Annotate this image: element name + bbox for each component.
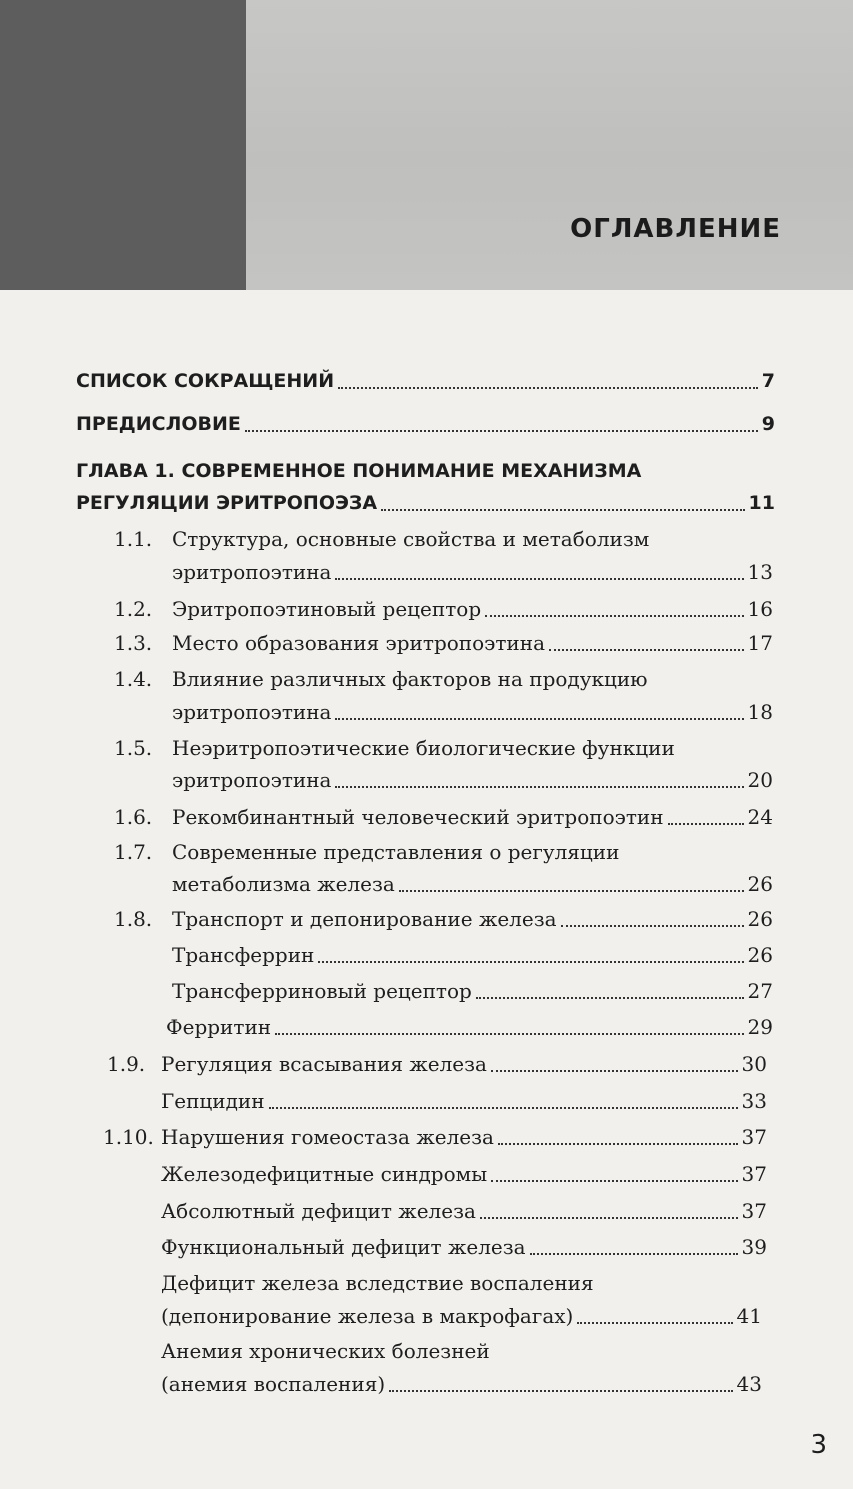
toc-entry-page: 29: [747, 1015, 773, 1039]
toc-entry-page: 13: [747, 560, 773, 584]
toc-section-1-5-line1[interactable]: Неэритропоэтические биологические функции: [172, 736, 675, 760]
leader-dots: [530, 1252, 738, 1255]
toc-entry-page: 11: [748, 492, 775, 514]
toc-entry-title: Транспорт и депонирование железа: [172, 907, 557, 931]
toc-entry-title: РЕГУЛЯЦИИ ЭРИТРОПОЭЗА: [76, 492, 378, 514]
toc-entry-page: 26: [747, 943, 773, 967]
leader-dots: [480, 1216, 738, 1219]
toc-entry-1-9[interactable]: [161, 1051, 767, 1077]
toc-entry-title: эритропоэтина: [172, 768, 332, 792]
toc-entry-page: 27: [747, 979, 773, 1003]
toc-entry-title: Функциональный дефицит железа: [161, 1235, 526, 1259]
toc-entry-title: ПРЕДИСЛОВИЕ: [76, 413, 241, 435]
toc-entry-transferrin-receptor[interactable]: [172, 978, 773, 1004]
toc-entry-page: 30: [741, 1052, 767, 1076]
toc-entry-chronic-anemia[interactable]: [161, 1371, 762, 1397]
toc-entry-page: 18: [747, 700, 773, 724]
toc-entry-page: 26: [747, 907, 773, 931]
toc-entry-absolute-deficiency[interactable]: [161, 1198, 767, 1224]
toc-entry-page: 24: [747, 805, 773, 829]
leader-dots: [485, 614, 743, 617]
toc-entry-title: Трансферрин: [172, 943, 315, 967]
leader-dots: [269, 1106, 738, 1109]
toc-section-number: 1.8.: [114, 907, 153, 931]
toc-section-number: 1.4.: [114, 667, 153, 691]
toc-entry-hepcidin[interactable]: [161, 1088, 767, 1114]
toc-entry-title: Абсолютный дефицит железа: [161, 1199, 476, 1223]
toc-entry-title: Место образования эритропоэтина: [172, 631, 546, 655]
toc-entry-title: Эритропоэтиновый рецептор: [172, 597, 482, 621]
toc-entry-1-5[interactable]: [172, 767, 773, 793]
leader-dots: [577, 1321, 732, 1324]
toc-inflammation-line1[interactable]: Дефицит железа вследствие воспаления: [161, 1271, 594, 1295]
toc-section-number: 1.2.: [114, 597, 153, 621]
toc-entry-page: 39: [741, 1235, 767, 1259]
toc-entry-abbreviations[interactable]: [76, 368, 775, 394]
toc-entry-title: эритропоэтина: [172, 560, 332, 584]
toc-section-number: 1.3.: [114, 631, 153, 655]
toc-entry-page: 20: [747, 768, 773, 792]
leader-dots: [335, 577, 743, 580]
leader-dots: [491, 1179, 737, 1182]
toc-entry-title: Гепцидин: [161, 1089, 265, 1113]
toc-entry-title: Ферритин: [166, 1015, 272, 1039]
toc-entry-page: 37: [741, 1125, 767, 1149]
header-dark-block: [0, 0, 246, 290]
toc-entry-title: (анемия воспаления): [161, 1372, 386, 1396]
toc-entry-title: Рекомбинантный человеческий эритропоэтин: [172, 805, 664, 829]
leader-dots: [561, 924, 744, 927]
toc-entry-page: 16: [747, 597, 773, 621]
toc-entry-transferrin[interactable]: [172, 942, 773, 968]
toc-entry-title: Нарушения гомеостаза железа: [161, 1125, 494, 1149]
toc-entry-1-2[interactable]: [172, 596, 773, 622]
leader-dots: [318, 960, 743, 963]
toc-entry-page: 37: [741, 1199, 767, 1223]
toc-entry-title: Железодефицитные синдромы: [161, 1162, 488, 1186]
toc-entry-1-7[interactable]: [172, 871, 773, 897]
leader-dots: [399, 889, 744, 892]
toc-section-number: 1.6.: [114, 805, 153, 829]
toc-section-1-1-line1[interactable]: Структура, основные свойства и метаболизм: [172, 527, 650, 551]
toc-entry-page: 7: [761, 370, 775, 392]
toc-entry-1-10[interactable]: [161, 1124, 767, 1150]
toc-entry-page: 43: [736, 1372, 762, 1396]
page-number: 3: [810, 1430, 827, 1460]
toc-entry-page: 17: [747, 631, 773, 655]
page-title: ОГЛАВЛЕНИЕ: [570, 214, 781, 244]
leader-dots: [335, 785, 743, 788]
toc-entry-chapter1[interactable]: [76, 490, 775, 516]
leader-dots: [498, 1142, 738, 1145]
toc-entry-page: 41: [736, 1304, 762, 1328]
toc-entry-inflammation-deficiency[interactable]: [161, 1303, 762, 1329]
leader-dots: [335, 717, 743, 720]
toc-entry-title: метаболизма железа: [172, 872, 395, 896]
toc-entry-1-4[interactable]: [172, 699, 773, 725]
leader-dots: [549, 648, 744, 651]
toc-entry-title: (депонирование железа в макрофагах): [161, 1304, 574, 1328]
leader-dots: [275, 1032, 743, 1035]
toc-chapter1-title-line1[interactable]: ГЛАВА 1. СОВРЕМЕННОЕ ПОНИМАНИЕ МЕХАНИЗМА: [76, 460, 642, 482]
toc-section-1-4-line1[interactable]: Влияние различных факторов на продукцию: [172, 667, 648, 691]
toc-entry-preface[interactable]: [76, 411, 775, 437]
toc-entry-title: Трансферриновый рецептор: [172, 979, 472, 1003]
toc-section-number: 1.10.: [103, 1125, 154, 1149]
toc-entry-1-8[interactable]: [172, 906, 773, 932]
toc-entry-page: 37: [741, 1162, 767, 1186]
toc-entry-functional-deficiency[interactable]: [161, 1234, 767, 1260]
toc-entry-title: Регуляция всасывания железа: [161, 1052, 487, 1076]
toc-entry-page: 26: [747, 872, 773, 896]
leader-dots: [389, 1389, 732, 1392]
toc-entry-title: СПИСОК СОКРАЩЕНИЙ: [76, 370, 335, 392]
leader-dots: [491, 1069, 738, 1072]
toc-entry-iron-deficiency-syndromes[interactable]: [161, 1161, 767, 1187]
toc-entry-page: 33: [741, 1089, 767, 1113]
toc-entry-1-3[interactable]: [172, 630, 773, 656]
toc-section-number: 1.7.: [114, 840, 153, 864]
toc-section-1-7-line1[interactable]: Современные представления о регуляции: [172, 840, 620, 864]
toc-entry-page: 9: [761, 413, 775, 435]
leader-dots: [381, 508, 744, 511]
toc-section-number: 1.1.: [114, 527, 153, 551]
toc-entry-1-6[interactable]: [172, 804, 773, 830]
toc-section-number: 1.5.: [114, 736, 153, 760]
toc-entry-1-1[interactable]: [172, 559, 773, 585]
leader-dots: [245, 429, 758, 432]
leader-dots: [476, 996, 744, 999]
toc-chronic-anemia-line1[interactable]: Анемия хронических болезней: [161, 1339, 490, 1363]
leader-dots: [668, 822, 744, 825]
leader-dots: [338, 386, 758, 389]
toc-entry-title: эритропоэтина: [172, 700, 332, 724]
toc-entry-ferritin[interactable]: [166, 1014, 773, 1040]
toc-section-number: 1.9.: [107, 1052, 146, 1076]
